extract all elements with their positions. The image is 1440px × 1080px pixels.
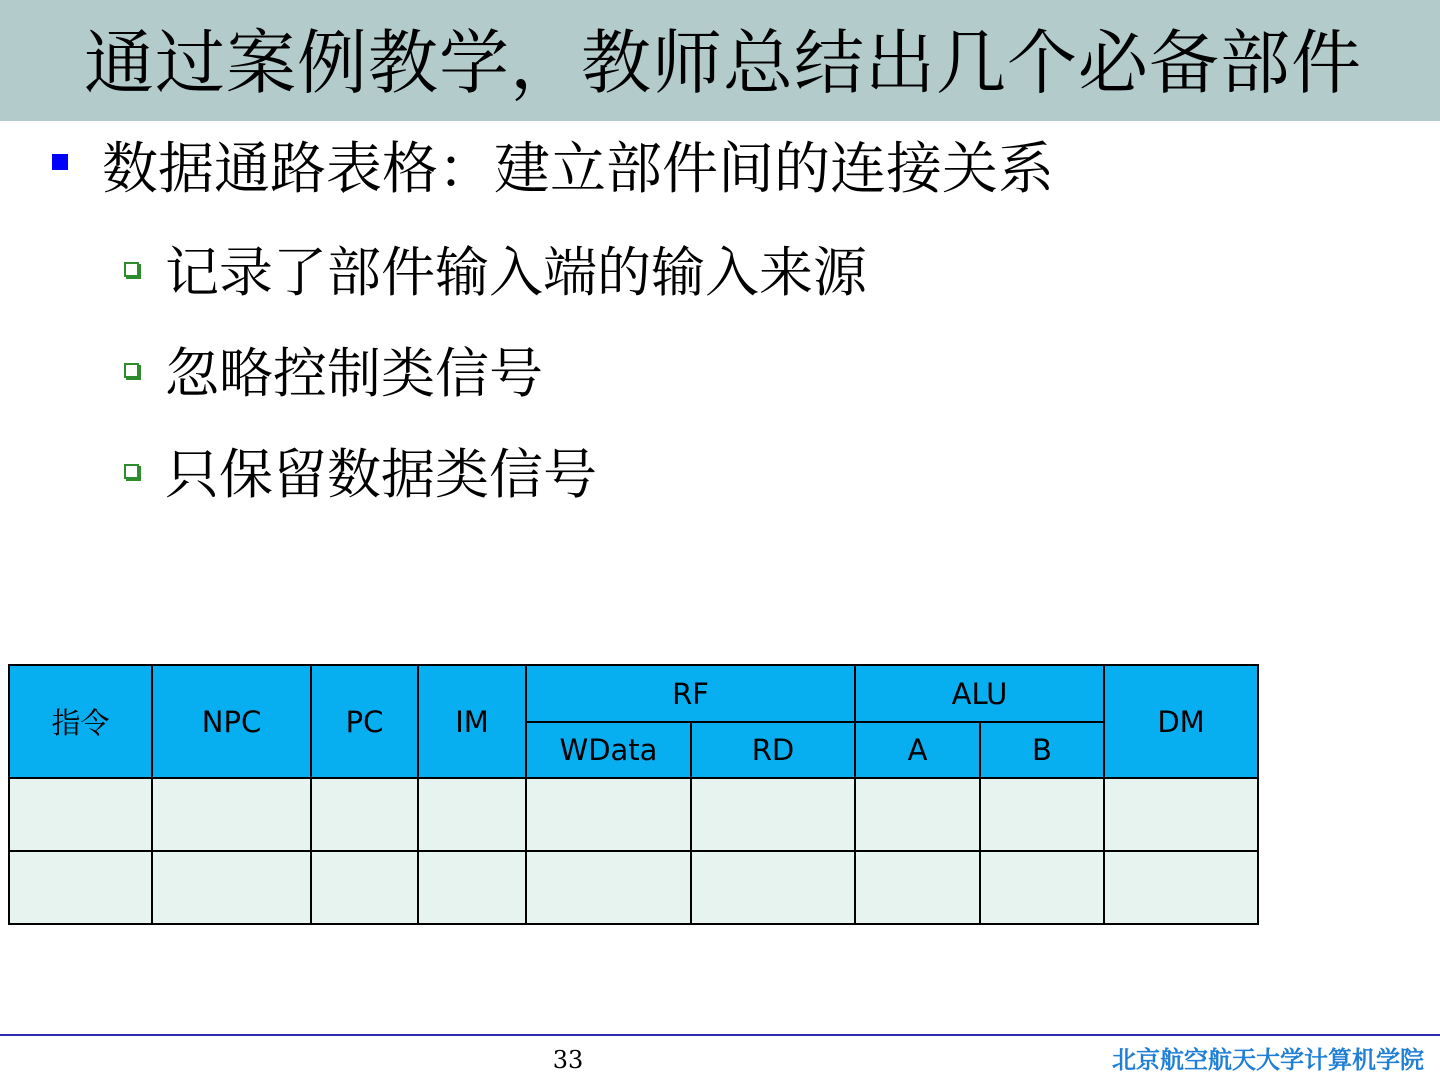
table-cell <box>855 778 980 851</box>
footer-divider <box>0 1034 1440 1036</box>
table-row <box>9 851 1258 924</box>
table-cell <box>9 851 152 924</box>
sub-bullet-3 <box>124 442 597 508</box>
table-cell <box>418 851 526 924</box>
subheader-b: B <box>980 722 1104 778</box>
datapath-table <box>8 664 1259 925</box>
header-rf: RF <box>526 665 855 722</box>
table-cell <box>1104 778 1258 851</box>
hollow-square-bullet-icon <box>124 464 139 479</box>
table-cell <box>9 778 152 851</box>
sub-bullet-text: 记录了部件输入端的输入来源 <box>165 241 867 304</box>
table-cell <box>691 778 855 851</box>
header-im: IM <box>418 665 526 778</box>
hollow-square-bullet-icon <box>124 262 139 277</box>
page-number: 33 <box>552 1046 584 1074</box>
table-cell <box>526 851 691 924</box>
header-alu: ALU <box>855 665 1104 722</box>
table-cell <box>691 851 855 924</box>
table-cell <box>980 851 1104 924</box>
header-npc: NPC <box>152 665 311 778</box>
bullet-main-text: 数据通路表格：建立部件间的连接关系 <box>102 137 1054 202</box>
institution-name: 北京航空航天大学计算机学院 <box>1112 1046 1424 1074</box>
sub-bullet-text: 只保留数据类信号 <box>165 443 597 506</box>
slide-title: 通过案例教学，教师总结出几个必备部件 <box>84 22 1362 104</box>
header-pc: PC <box>311 665 418 778</box>
sub-bullet-text: 忽略控制类信号 <box>165 342 543 405</box>
bullet-main <box>52 134 1054 206</box>
table-cell <box>980 778 1104 851</box>
subheader-a: A <box>855 722 980 778</box>
table-cell <box>418 778 526 851</box>
sub-bullet-1 <box>124 240 867 306</box>
header-instruction: 指令 <box>9 665 152 778</box>
header-dm: DM <box>1104 665 1258 778</box>
hollow-square-bullet-icon <box>124 363 139 378</box>
table-cell <box>152 778 311 851</box>
square-bullet-icon <box>52 154 68 170</box>
subheader-wdata: WData <box>526 722 691 778</box>
table-cell <box>311 778 418 851</box>
title-bar <box>0 0 1440 121</box>
table-cell <box>855 851 980 924</box>
table-cell <box>1104 851 1258 924</box>
table-row <box>9 778 1258 851</box>
table-cell <box>152 851 311 924</box>
table-cell <box>526 778 691 851</box>
table-cell <box>311 851 418 924</box>
sub-bullet-2 <box>124 341 543 407</box>
subheader-rd: RD <box>691 722 855 778</box>
